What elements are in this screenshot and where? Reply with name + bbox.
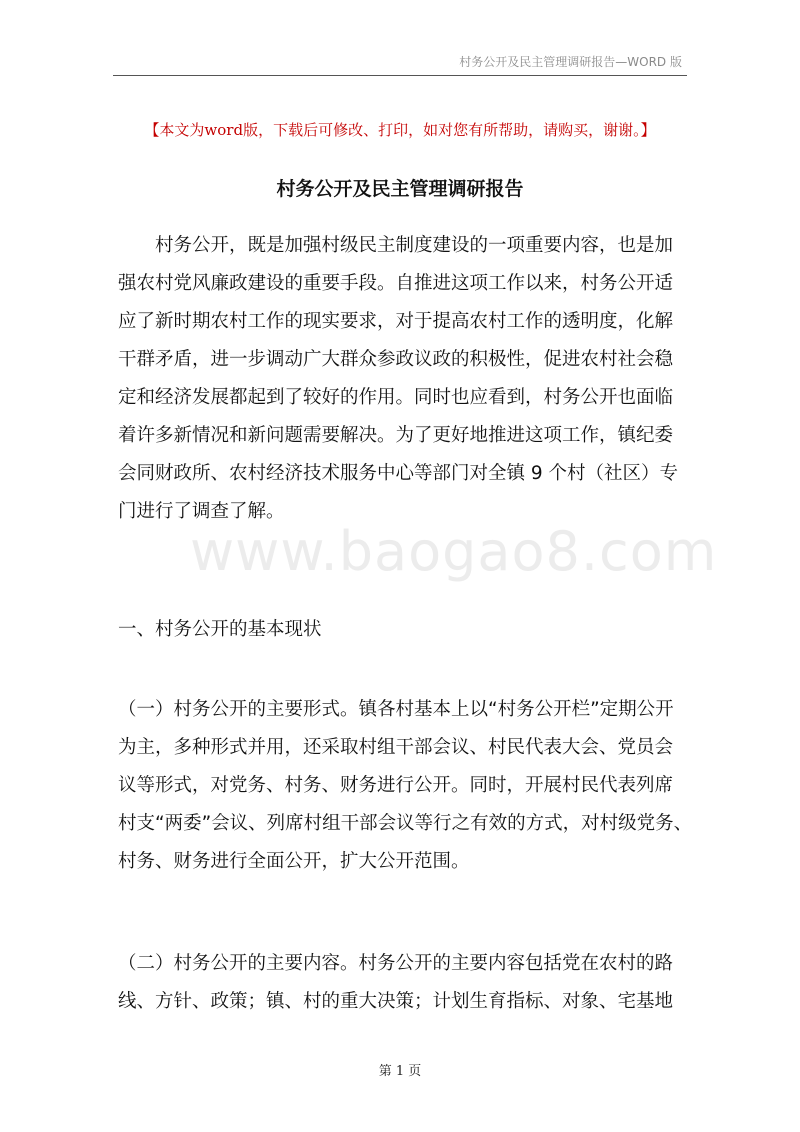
paragraph-contents	[118, 945, 693, 1021]
paragraph-line: 村务公开，既是加强村级民主制度建设的一项重要内容，也是加	[155, 235, 674, 256]
paragraph-line: 应了新时期农村工作的现实要求，对于提高农村工作的透明度，化解	[118, 311, 674, 332]
paragraph-line: 干群矛盾，进一步调动广大群众参政议政的积极性，促进农村社会稳	[118, 349, 674, 370]
paragraph-line: （一）村务公开的主要形式。镇各村基本上以“村务公开栏”定期公开	[118, 699, 674, 720]
paragraph-line: 定和经济发展都起到了较好的作用。同时也应看到，村务公开也面临	[118, 387, 674, 408]
watermark: www.baogao8.com	[190, 520, 718, 583]
purchase-notice: 【本文为word版，下载后可修改、打印，如对您有所帮助，请购买，谢谢。】	[144, 121, 656, 139]
paragraph-line: 村支“两委”会议、列席村组干部会议等行之有效的方式，对村级党务、	[118, 813, 693, 834]
paragraph-line: 村务、财务进行全面公开，扩大公开范围。	[118, 851, 470, 872]
paragraph-line: 强农村党风廉政建设的重要手段。自推进这项工作以来，村务公开适	[118, 273, 674, 294]
document-title: 村务公开及民主管理调研报告	[276, 178, 524, 200]
paragraph-line: 议等形式，对党务、村务、财务进行公开。同时，开展村民代表列席	[118, 775, 674, 796]
paragraph-line: 门进行了调查了解。	[118, 501, 285, 522]
paragraph-forms	[118, 691, 693, 881]
paragraph-line: （二）村务公开的主要内容。村务公开的主要内容包括党在农村的路	[118, 953, 674, 974]
page-number: 第 1 页	[378, 1064, 422, 1079]
paragraph-line: 会同财政所、农村经济技术服务中心等部门对全镇 9 个村（社区）专	[118, 463, 679, 484]
section-heading	[118, 611, 693, 649]
paragraph-line: 为主，多种形式并用，还采取村组干部会议、村民代表大会、党员会	[118, 737, 674, 758]
header-divider	[113, 75, 687, 76]
paragraph-line: 线、方针、政策；镇、村的重大决策；计划生育指标、对象、宅基地	[118, 991, 674, 1012]
heading-text: 一、村务公开的基本现状	[118, 619, 322, 640]
running-header: 村务公开及民主管理调研报告—WORD 版	[459, 55, 682, 69]
paragraph-intro	[118, 227, 693, 531]
paragraph-line: 着许多新情况和新问题需要解决。为了更好地推进这项工作，镇纪委	[118, 425, 674, 446]
